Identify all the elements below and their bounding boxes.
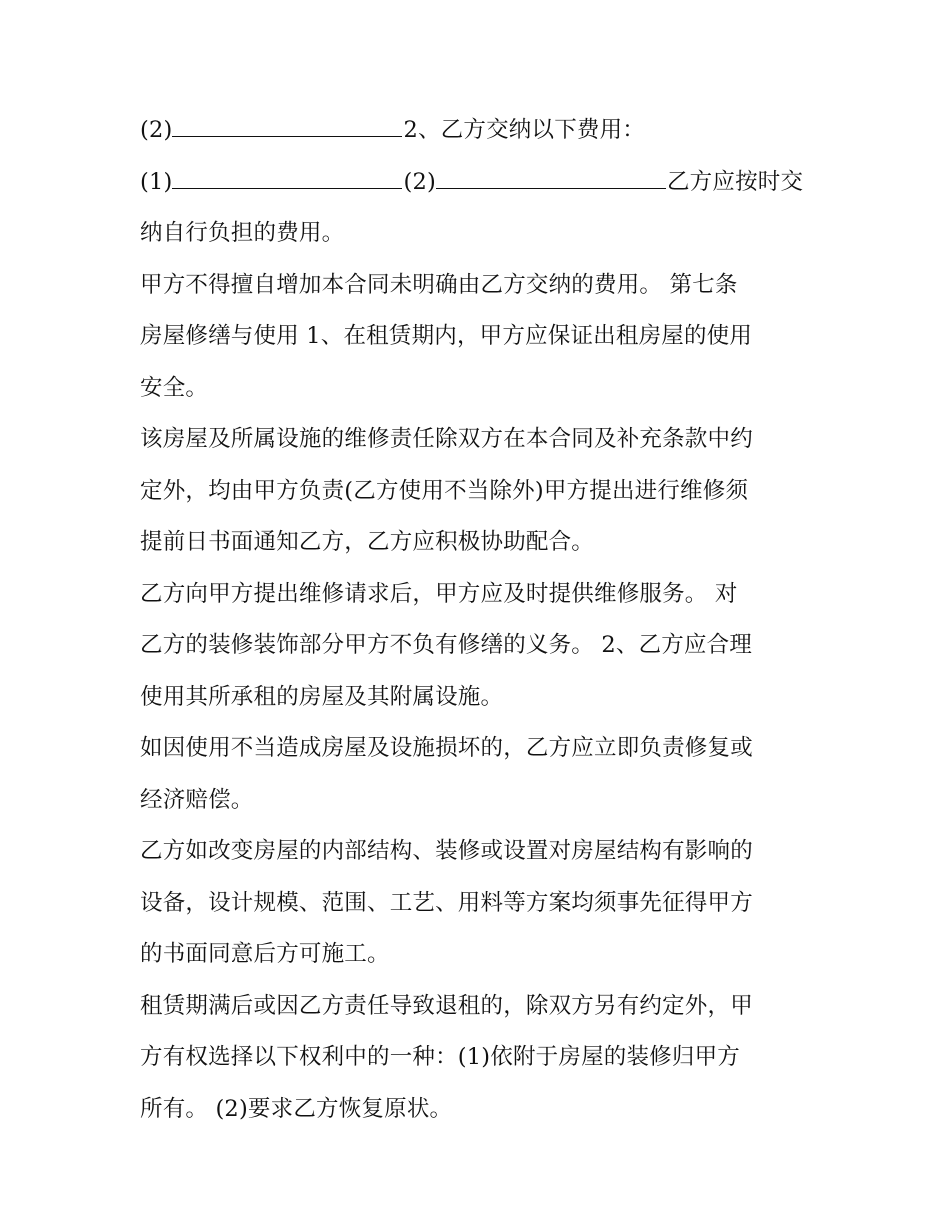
text-line — [140, 157, 812, 209]
text-segment: 甲方不得擅自增加本合同未明确由乙方交纳的费用。 第七条 — [140, 271, 738, 298]
text-line — [140, 311, 812, 363]
text-segment: 该房屋及所属设施的维修责任除双方在本合同及补充条款中约 — [140, 426, 753, 452]
text-segment: 的书面同意后方可施工。 — [140, 941, 390, 967]
fill-blank — [172, 160, 402, 189]
text-segment: 设备，设计规模、范围、工艺、用料等方案均须事先征得甲方 — [140, 889, 753, 916]
text-segment: 安全。 — [140, 374, 209, 401]
text-line — [140, 414, 812, 466]
text-segment: 乙方应按时交 — [666, 168, 804, 195]
text-segment: (2) — [140, 117, 173, 143]
text-segment: 所有。 (2)要求乙方恢复原状。 — [140, 1095, 453, 1122]
text-segment: 乙方向甲方提出维修请求后，甲方应及时提供维修服务。 对 — [140, 580, 738, 607]
text-line — [140, 981, 812, 1033]
text-line — [140, 208, 812, 260]
text-segment: 乙方的装修装饰部分甲方不负有修缮的义务。 2、乙方应合理 — [140, 632, 753, 658]
text-segment: 租赁期满后或因乙方责任导致退租的，除双方另有约定外，甲 — [140, 992, 753, 1019]
text-segment: 经济赔偿。 — [140, 786, 254, 813]
text-segment: 如因使用不当造成房屋及设施损坏的，乙方应立即负责修复或 — [140, 735, 753, 761]
text-line — [140, 929, 812, 981]
text-line — [140, 775, 812, 827]
text-line — [140, 672, 812, 724]
text-line — [140, 466, 812, 518]
text-segment: 方有权选择以下权利中的一种：(1)依附于房屋的装修归甲方 — [140, 1044, 740, 1070]
fill-blank — [436, 160, 666, 189]
text-segment: 房屋修缮与使用 1、在租赁期内，甲方应保证出租房屋的使用 — [140, 323, 753, 349]
text-segment: (2) — [403, 168, 436, 195]
text-line — [140, 260, 812, 312]
text-segment: 乙方如改变房屋的内部结构、装修或设置对房屋结构有影响的 — [140, 838, 753, 864]
text-line — [140, 569, 812, 621]
text-line — [140, 517, 812, 569]
fill-blank — [172, 108, 402, 137]
text-line — [140, 1032, 812, 1084]
text-line — [140, 826, 812, 878]
text-line — [140, 723, 812, 775]
text-line — [140, 1084, 812, 1136]
text-segment: 纳自行负担的费用。 — [140, 220, 345, 246]
text-line — [140, 363, 812, 415]
text-line — [140, 105, 812, 157]
text-segment: 2、乙方交纳以下费用： — [403, 117, 645, 143]
text-line — [140, 878, 812, 930]
text-line — [140, 620, 812, 672]
text-segment: 使用其所承租的房屋及其附属设施。 — [140, 683, 504, 710]
text-segment: 提前日书面通知乙方，乙方应积极协助配合。 — [140, 529, 595, 555]
document-body — [140, 105, 812, 1135]
text-segment: (1) — [140, 168, 173, 195]
text-segment: 定外，均由甲方负责(乙方使用不当除外)甲方提出进行维修须 — [140, 477, 749, 504]
